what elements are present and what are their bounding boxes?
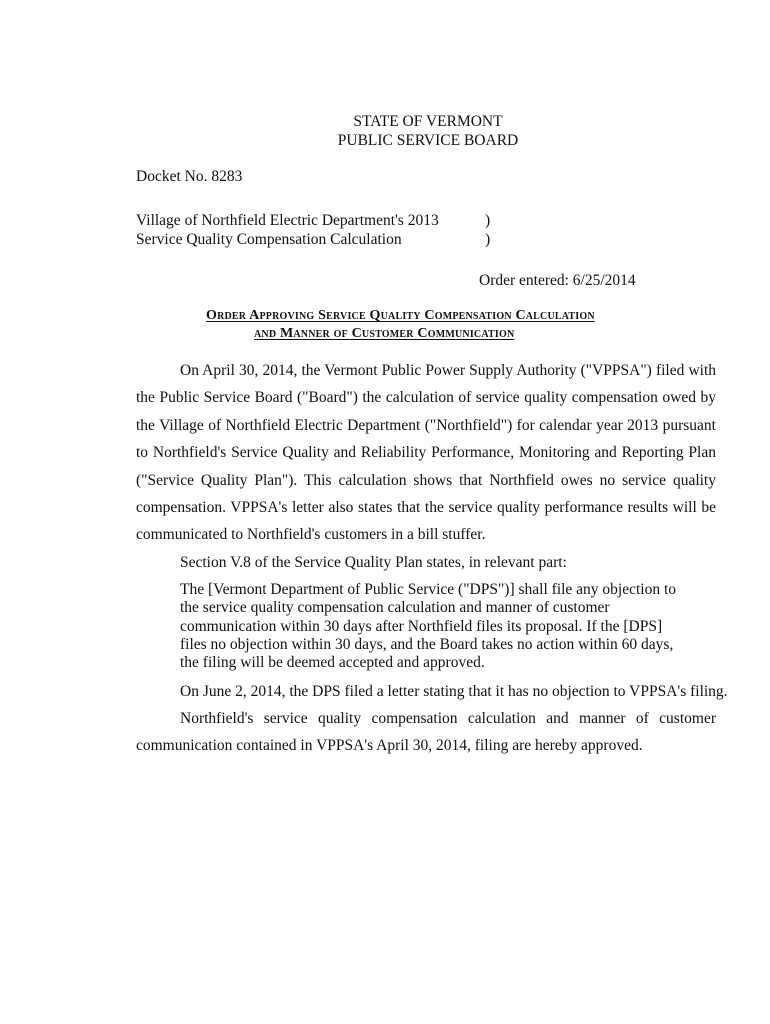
order-title-line-2: and Manner of Customer Communication (254, 326, 515, 341)
body-paragraph-2: Section V.8 of the Service Quality Plan states, in relevant part: (180, 554, 567, 571)
order-entered-date: Order entered: 6/25/2014 (479, 272, 636, 289)
header-board: PUBLIC SERVICE BOARD (337, 132, 519, 149)
docket-number: Docket No. 8283 (136, 168, 243, 185)
caption-paren-2: ) (485, 231, 491, 248)
body-paragraph-1: On April 30, 2014, the Vermont Public Power Supply Authority ("VPPSA") filed with the Public Service Board ("Board") the calculation of service quality compensation owed by the Village of Northfield Electric Department ("Northfield") for calendar year 2013 pursuant to Northfield's Service Quality and Reliability Performance, Monitoring and Reporting Plan ("Service Quality Plan"). This calculation shows that Northfield owes no service quality compensation. VPPSA's letter also states that the service quality performance results will be communicated to Northfield's customers in a bill stuffer. (136, 362, 716, 544)
caption-paren-1: ) (485, 212, 491, 229)
order-title-line-1: Order Approving Service Quality Compensation Calculation (206, 308, 595, 323)
block-quote: The [Vermont Department of Public Service ("DPS")] shall file any objection to the service quality compensation calculation and manner of customer communication within 30 days after Northfield files its proposal. If the [DPS] files no objection within 30 days, and the Board takes no action within 60 days, the filing will be deemed accepted and approved. (180, 581, 677, 672)
caption-line-2: Service Quality Compensation Calculation (136, 231, 402, 248)
header-state: STATE OF VERMONT (353, 113, 503, 130)
body-paragraph-4: Northfield's service quality compensation calculation and manner of customer communication contained in VPPSA's April 30, 2014, filing are hereby approved. (136, 710, 716, 755)
caption-line-1: Village of Northfield Electric Department's 2013 (136, 212, 439, 229)
case-caption (136, 211, 505, 249)
body-paragraph-3: On June 2, 2014, the DPS filed a letter stating that it has no objection to VPPSA's filing. (180, 683, 728, 700)
